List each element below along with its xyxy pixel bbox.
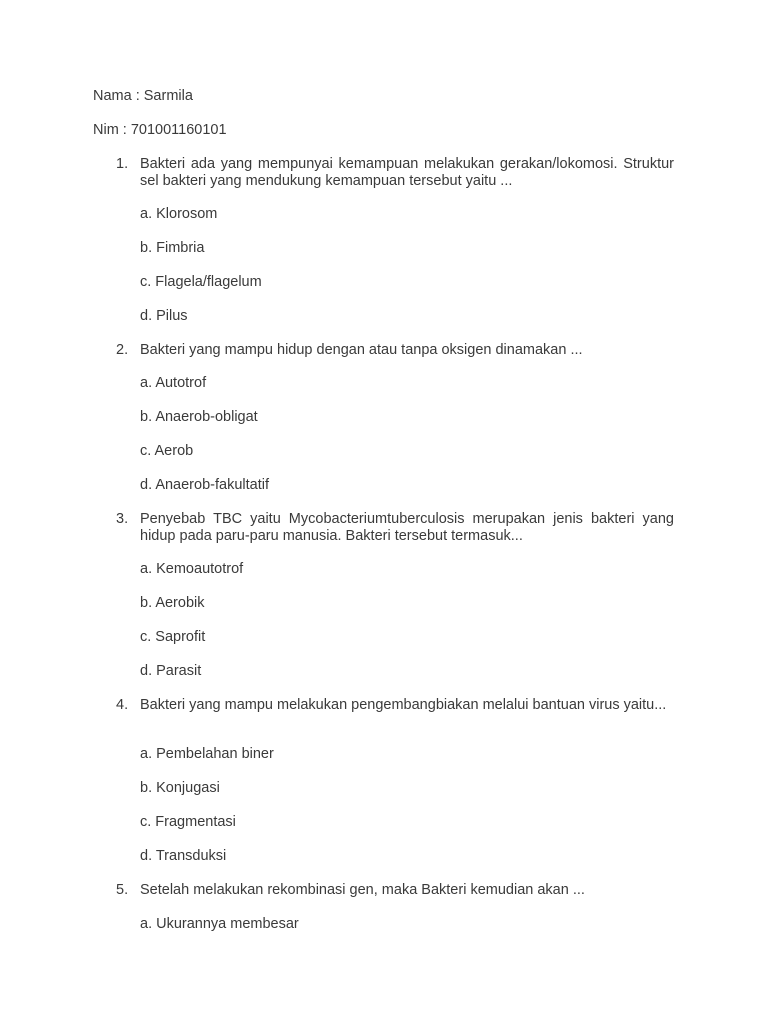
question-number: 4. xyxy=(116,697,129,713)
option-b: b. Aerobik xyxy=(140,595,205,611)
option-d: d. Parasit xyxy=(140,663,202,679)
option-d: d. Anaerob-fakultatif xyxy=(140,477,269,493)
option-c: c. Fragmentasi xyxy=(140,814,236,830)
option-c: c. Aerob xyxy=(140,443,194,459)
student-nim: Nim : 701001160101 xyxy=(93,122,227,138)
question-number: 1. xyxy=(116,156,129,172)
student-name: Nama : Sarmila xyxy=(93,88,193,104)
option-a: a. Kemoautotrof xyxy=(140,561,244,577)
question-text: Bakteri yang mampu hidup dengan atau tanpa oksigen dinamakan ... xyxy=(140,342,583,358)
question-number: 5. xyxy=(116,882,129,898)
option-c: c. Flagela/flagelum xyxy=(140,274,262,290)
question-text: Penyebab TBC yaitu Mycobacteriumtuberculosis merupakan jenis bakteri yang hidup pada paru-paru manusia. Bakteri tersebut termasuk... xyxy=(140,511,674,544)
option-a: a. Autotrof xyxy=(140,375,207,391)
question-text: Bakteri ada yang mempunyai kemampuan melakukan gerakan/lokomosi. Struktur sel bakteri yang mendukung kemampuan tersebut yaitu ... xyxy=(140,156,674,189)
option-b: b. Konjugasi xyxy=(140,780,220,796)
option-b: b. Anaerob-obligat xyxy=(140,409,258,425)
option-a: a. Pembelahan biner xyxy=(140,746,274,762)
option-a: a. Klorosom xyxy=(140,206,218,222)
option-b: b. Fimbria xyxy=(140,240,205,256)
option-d: d. Pilus xyxy=(140,308,188,324)
question-number: 3. xyxy=(116,511,129,527)
option-d: d. Transduksi xyxy=(140,848,227,864)
question-number: 2. xyxy=(116,342,129,358)
option-a: a. Ukurannya membesar xyxy=(140,916,299,932)
question-text: Bakteri yang mampu melakukan pengembangbiakan melalui bantuan virus yaitu... xyxy=(140,697,667,713)
option-c: c. Saprofit xyxy=(140,629,206,645)
question-text: Setelah melakukan rekombinasi gen, maka Bakteri kemudian akan ... xyxy=(140,882,585,898)
